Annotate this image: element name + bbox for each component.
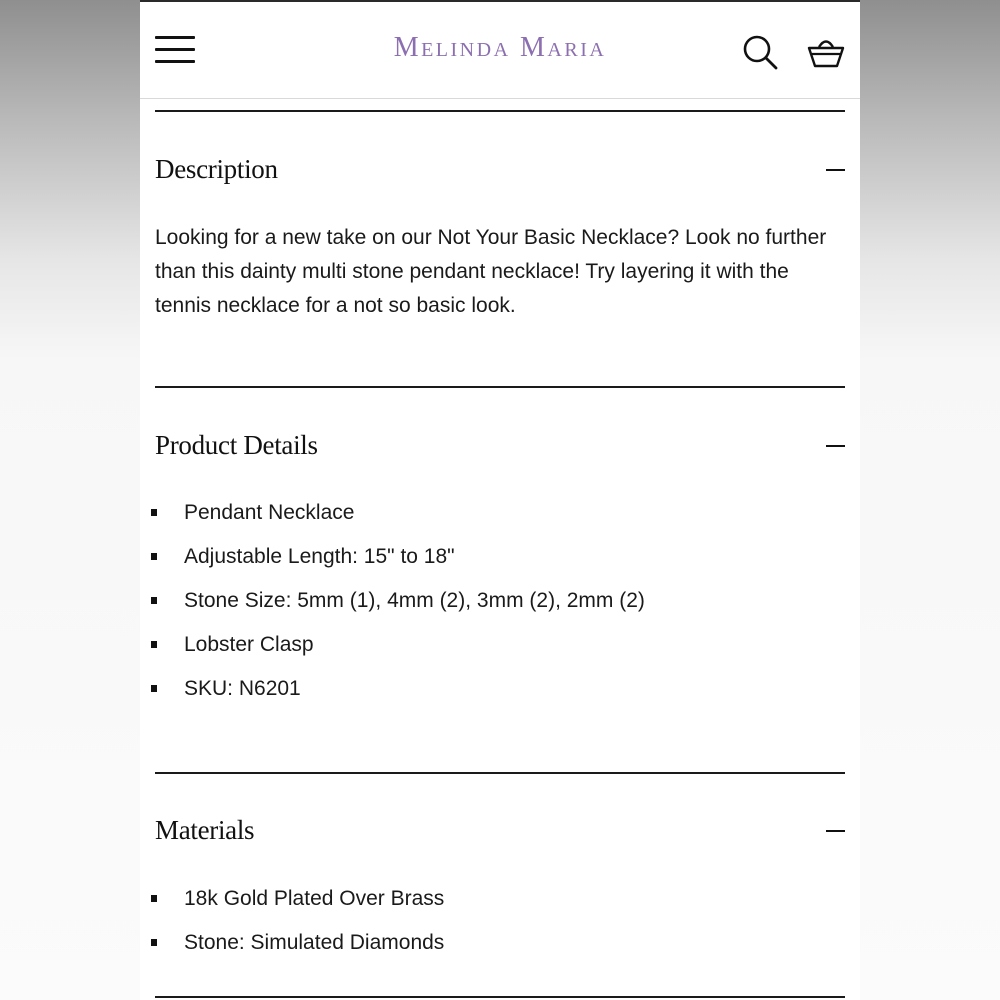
section-divider bbox=[155, 772, 845, 774]
description-heading[interactable]: Description bbox=[155, 154, 278, 184]
brand-logo[interactable]: Melinda Maria bbox=[393, 32, 607, 63]
section-divider bbox=[155, 386, 845, 388]
list-item-text: Stone Size: 5mm (1), 4mm (2), 3mm (2), 2mm (2) bbox=[184, 589, 645, 612]
bullet-icon bbox=[151, 597, 157, 604]
list-item-text: Adjustable Length: 15" to 18" bbox=[184, 545, 455, 568]
list-item bbox=[155, 535, 845, 579]
list-item bbox=[155, 877, 845, 921]
list-item bbox=[155, 623, 845, 667]
bullet-icon bbox=[151, 641, 157, 648]
product-page bbox=[140, 0, 860, 1000]
list-item-text: Lobster Clasp bbox=[184, 633, 314, 656]
bullet-icon bbox=[151, 895, 157, 902]
search-icon[interactable] bbox=[740, 32, 780, 72]
list-item bbox=[155, 579, 845, 623]
bullet-icon bbox=[151, 685, 157, 692]
materials-list bbox=[155, 877, 845, 965]
list-item-text: 18k Gold Plated Over Brass bbox=[184, 887, 445, 910]
list-item bbox=[155, 491, 845, 535]
section-divider bbox=[155, 110, 845, 112]
list-item bbox=[155, 921, 845, 965]
materials-collapse-minus-icon[interactable] bbox=[826, 821, 846, 841]
product-details-heading[interactable]: Product Details bbox=[155, 430, 318, 460]
materials-heading[interactable]: Materials bbox=[155, 815, 255, 845]
bullet-icon bbox=[151, 553, 157, 560]
product-details-collapse-minus-icon[interactable] bbox=[826, 436, 846, 456]
shopping-basket-icon[interactable] bbox=[806, 32, 846, 72]
section-divider bbox=[155, 996, 845, 998]
list-item-text: SKU: N6201 bbox=[184, 677, 301, 700]
list-item-text: Stone: Simulated Diamonds bbox=[184, 931, 445, 954]
description-collapse-minus-icon[interactable] bbox=[826, 160, 846, 180]
product-details-list bbox=[155, 491, 845, 711]
site-header bbox=[140, 2, 860, 99]
description-text: Looking for a new take on our Not Your Basic Necklace? Look no further than this dainty multi stone pendant necklace! Try layering it with the tennis necklace for a not so basic look. bbox=[155, 226, 827, 317]
list-item-text: Pendant Necklace bbox=[184, 501, 355, 524]
list-item bbox=[155, 667, 845, 711]
bullet-icon bbox=[151, 509, 157, 516]
bullet-icon bbox=[151, 939, 157, 946]
